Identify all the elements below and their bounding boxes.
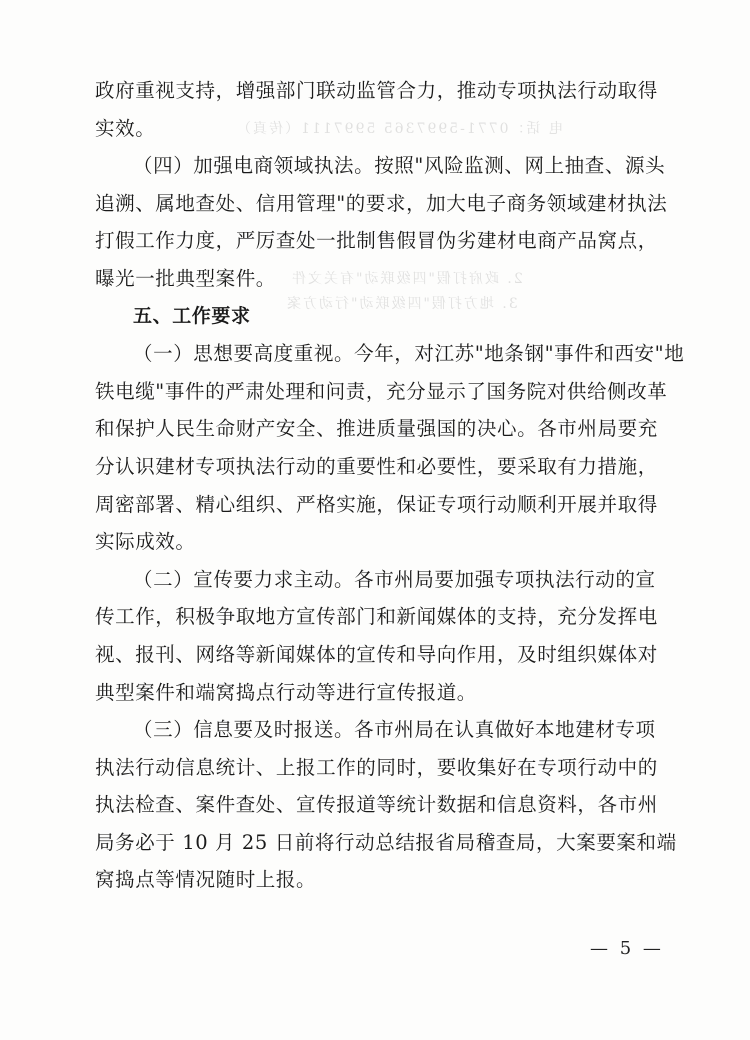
body-line: 曝光一批典型案件。 [95,266,276,290]
body-line: 政府重视支持，增强部门联动监管合力，推动专项执法行动取得 [95,79,658,102]
body-line: 典型案件和端窝捣点行动等进行宣传报道。 [95,680,477,704]
paragraph-first-line: （四）加强电商领域执法。按照"风险监测、网上抽查、源头 [133,154,666,178]
body-line: 和保护人民生命财产安全、推进质量强国的决心。各市州局要充 [95,417,658,441]
body-line: 视、报刊、网络等新闻媒体的宣传和导向作用，及时组织媒体对 [95,642,658,666]
body-line: 追溯、属地查处、信用管理"的要求，加大电子商务领域建材执法 [95,191,668,215]
body-line: 实效。 [95,116,156,140]
bleed-through-text: 电 话：0771-5997365 5997111（传真） [235,121,563,137]
bleed-through-text: 3. 地方打假"四级联动"行动方案 [285,296,518,312]
body-line: 实际成效。 [95,530,196,554]
body-line: 铁电缆"事件的严肃处理和问责，充分显示了国务院对供给侧改革 [95,379,668,403]
section-heading: 五、工作要求 [133,304,251,327]
bleed-through-text: 2. 政府打假"四级联动"有关文件 [290,271,523,287]
body-line: 局务必于 10 月 25 日前将行动总结报省局稽查局，大案要案和端 [95,830,677,854]
body-line: 周密部署、精心组织、严格实施，保证专项行动顺利开展并取得 [95,492,658,516]
paragraph-first-line: （一）思想要高度重视。今年，对江苏"地条钢"事件和西安"地 [133,342,685,366]
document-body [95,72,685,899]
body-line: 打假工作力度，严厉查处一批制售假冒伪劣建材电商产品窝点， [95,229,658,253]
body-line: 窝捣点等情况随时上报。 [95,868,317,892]
body-line: 分认识建材专项执法行动的重要性和必要性，要采取有力措施， [95,454,658,478]
body-line: 执法行动信息统计、上报工作的同时，要收集好在专项行动中的 [95,755,658,779]
body-line: 传工作，积极争取地方宣传部门和新闻媒体的支持，充分发挥电 [95,605,658,629]
body-line: 执法检查、案件查处、宣传报道等统计数据和信息资料，各市州 [95,793,658,817]
page-number: — 5 — [590,938,664,959]
paragraph-first-line: （二）宣传要力求主动。各市州局要加强专项执法行动的宣 [133,567,656,591]
paragraph-first-line: （三）信息要及时报送。各市州局在认真做好本地建材专项 [133,718,656,742]
